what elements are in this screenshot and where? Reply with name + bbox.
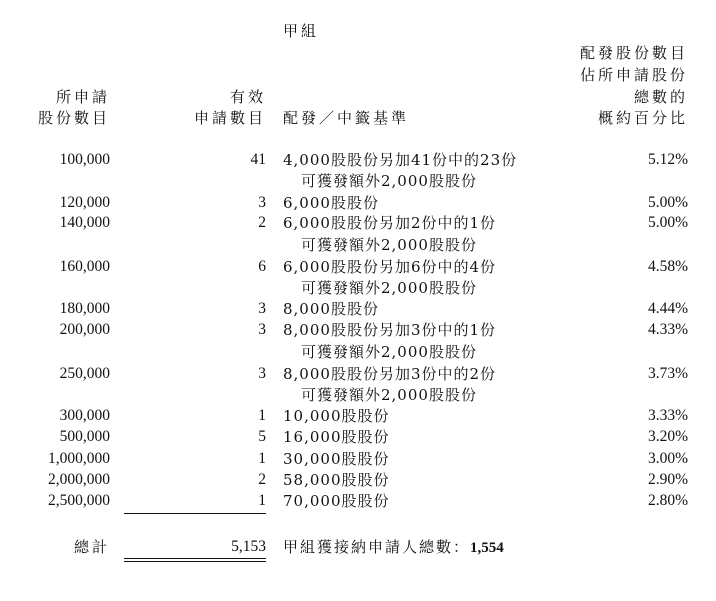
row-basis: 16,000股股份 [283, 428, 390, 446]
row-pct: 5.12% [647, 151, 688, 168]
row-apps: 2 [258, 471, 266, 488]
row-basis: 30,000股股份 [283, 450, 390, 468]
row-shares: 500,000 [59, 428, 110, 445]
row-basis: 6,000股股份另加2份中的1份 [283, 214, 497, 232]
row-pct: 5.00% [647, 214, 688, 231]
row-shares: 250,000 [59, 365, 110, 382]
row-shares: 160,000 [59, 258, 110, 275]
header-percentage-line1: 配發股份數目 [579, 44, 688, 62]
row-apps: 3 [258, 300, 266, 317]
row-shares: 1,000,000 [48, 450, 110, 467]
row-apps: 5 [258, 428, 266, 445]
row-pct: 2.90% [647, 471, 688, 488]
total-value: 5,153 [231, 538, 266, 555]
row-apps: 3 [258, 321, 266, 338]
row-basis-extra: 可獲發額外2,000股股份 [301, 343, 477, 361]
row-pct: 3.20% [647, 428, 688, 445]
header-percentage-line4: 概約百分比 [597, 109, 688, 127]
row-pct: 3.33% [647, 407, 688, 424]
subtotal-rule [124, 513, 266, 514]
total-label: 總計 [73, 538, 110, 556]
row-basis-extra: 可獲發額外2,000股股份 [301, 386, 477, 404]
row-shares: 300,000 [59, 407, 110, 424]
row-apps: 3 [258, 194, 266, 211]
header-applied-shares-line2: 股份數目 [37, 109, 110, 127]
accepted-applicants-note [283, 538, 504, 557]
row-pct: 5.00% [647, 194, 688, 211]
total-double-rule-top [124, 558, 266, 559]
header-valid-apps-line1: 有效 [229, 88, 266, 106]
row-pct: 4.44% [647, 300, 688, 317]
row-basis: 4,000股股份另加41份中的23份 [283, 151, 518, 169]
header-allotment-basis: 配發／中籤基準 [283, 109, 410, 127]
row-pct: 2.80% [647, 492, 688, 509]
header-percentage-line3: 總數的 [633, 88, 688, 106]
row-apps: 2 [258, 214, 266, 231]
accepted-applicants-value: 1,554 [470, 540, 504, 556]
row-apps: 1 [258, 407, 266, 424]
row-basis: 8,000股股份另加3份中的1份 [283, 321, 497, 339]
row-shares: 120,000 [59, 194, 110, 211]
row-pct: 4.58% [647, 258, 688, 275]
row-basis: 10,000股股份 [283, 407, 390, 425]
row-basis-extra: 可獲發額外2,000股股份 [301, 236, 477, 254]
row-basis: 58,000股股份 [283, 471, 390, 489]
row-basis-extra: 可獲發額外2,000股股份 [301, 172, 477, 190]
total-double-rule-bottom [124, 561, 266, 562]
row-shares: 180,000 [59, 300, 110, 317]
accepted-applicants-label: 甲組獲接納申請人總數： [283, 538, 471, 556]
row-shares: 100,000 [59, 151, 110, 168]
row-pct: 3.00% [647, 450, 688, 467]
row-shares: 2,000,000 [48, 471, 110, 488]
row-shares: 140,000 [59, 214, 110, 231]
row-basis: 6,000股股份另加6份中的4份 [283, 258, 497, 276]
header-applied-shares-line1: 所申請 [55, 88, 110, 106]
row-basis: 6,000股股份 [283, 194, 379, 212]
header-percentage-line2: 佔所申請股份 [579, 66, 688, 84]
row-basis: 8,000股股份另加3份中的2份 [283, 365, 497, 383]
row-apps: 6 [258, 258, 266, 275]
row-shares: 200,000 [59, 321, 110, 338]
row-basis: 8,000股股份 [283, 300, 379, 318]
row-apps: 1 [258, 450, 266, 467]
row-pct: 3.73% [647, 365, 688, 382]
row-shares: 2,500,000 [48, 492, 110, 509]
group-title: 甲組 [283, 22, 320, 40]
row-pct: 4.33% [647, 321, 688, 338]
row-apps: 41 [250, 151, 266, 168]
row-basis-extra: 可獲發額外2,000股股份 [301, 279, 477, 297]
row-apps: 3 [258, 365, 266, 382]
row-basis: 70,000股股份 [283, 492, 390, 510]
header-valid-apps-line2: 申請數目 [193, 109, 266, 127]
row-apps: 1 [258, 492, 266, 509]
